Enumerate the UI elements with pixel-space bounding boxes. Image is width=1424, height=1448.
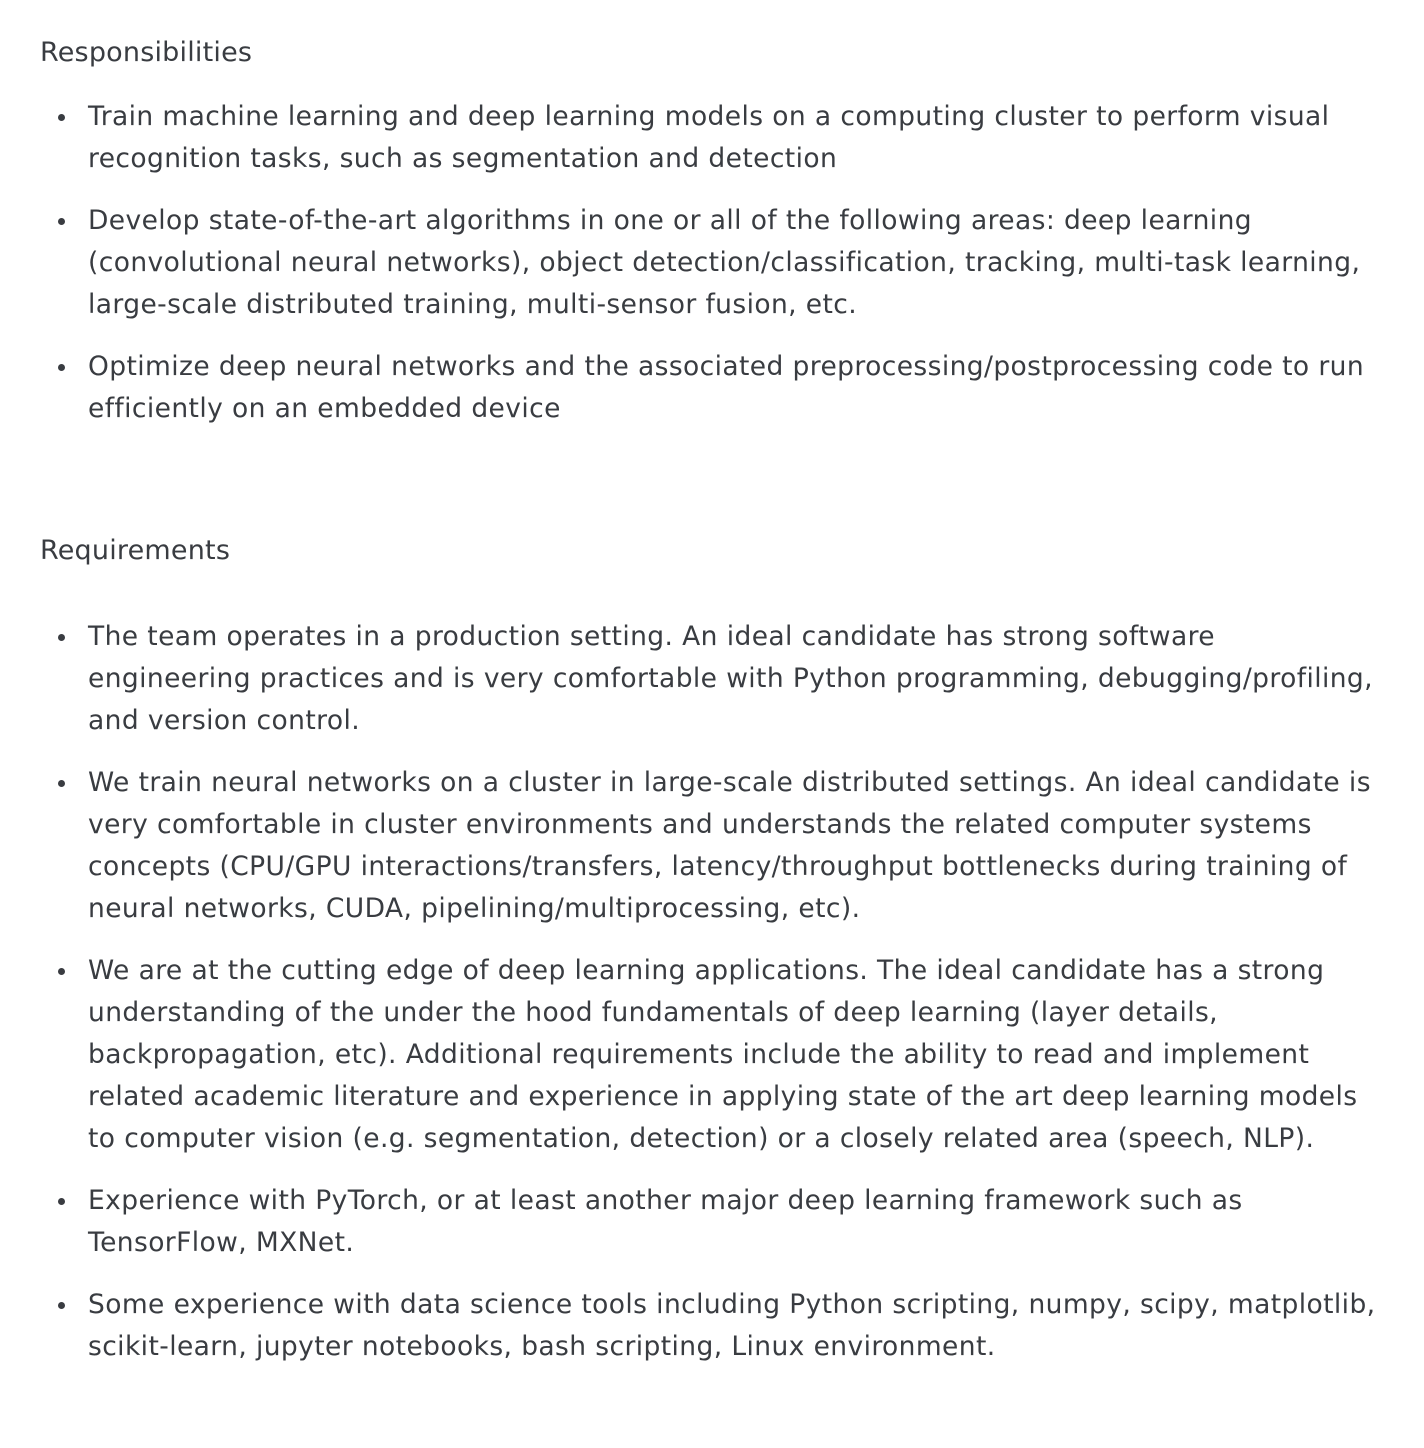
responsibility-item: Train machine learning and deep learning models on a computing cluster to perform visual recognition tasks, such as segmentation and detection <box>40 96 1384 180</box>
requirement-item: We train neural networks on a cluster in large-scale distributed settings. An ideal candidate is very comfortable in cluster environments and understands the related computer systems concepts (CPU/GPU interactions/transfers, latency/throughput bottlenecks during training of neural networks, CUDA, pipelining/multiprocessing, etc). <box>40 762 1384 930</box>
requirements-list <box>40 616 1384 1368</box>
responsibilities-list <box>40 96 1384 430</box>
responsibilities-heading: Responsibilities <box>40 37 253 68</box>
responsibility-item: Develop state-of-the-art algorithms in one or all of the following areas: deep learning (convolutional neural networks), object detection/classification, tracking, multi-task learning, large-scale distributed training, multi-sensor fusion, etc. <box>40 200 1384 326</box>
requirement-item: Some experience with data science tools including Python scripting, numpy, scipy, matplotlib, scikit-learn, jupyter notebooks, bash scripting, Linux environment. <box>40 1284 1384 1368</box>
requirement-item: We are at the cutting edge of deep learning applications. The ideal candidate has a strong understanding of the under the hood fundamentals of deep learning (layer details, backpropagation, etc). Additional requirements include the ability to read and implement related academic literature and experience in applying state of the art deep learning models to computer vision (e.g. segmentation, detection) or a closely related area (speech, NLP). <box>40 950 1384 1160</box>
requirement-item: Experience with PyTorch, or at least another major deep learning framework such as TensorFlow, MXNet. <box>40 1180 1384 1264</box>
responsibility-item: Optimize deep neural networks and the associated preprocessing/postprocessing code to run efficiently on an embedded device <box>40 346 1384 430</box>
responsibilities-section <box>40 38 1384 450</box>
requirements-heading: Requirements <box>40 535 231 566</box>
requirement-item: The team operates in a production setting. An ideal candidate has strong software engineering practices and is very comfortable with Python programming, debugging/profiling, and version control. <box>40 616 1384 742</box>
requirements-section <box>40 536 1384 1388</box>
